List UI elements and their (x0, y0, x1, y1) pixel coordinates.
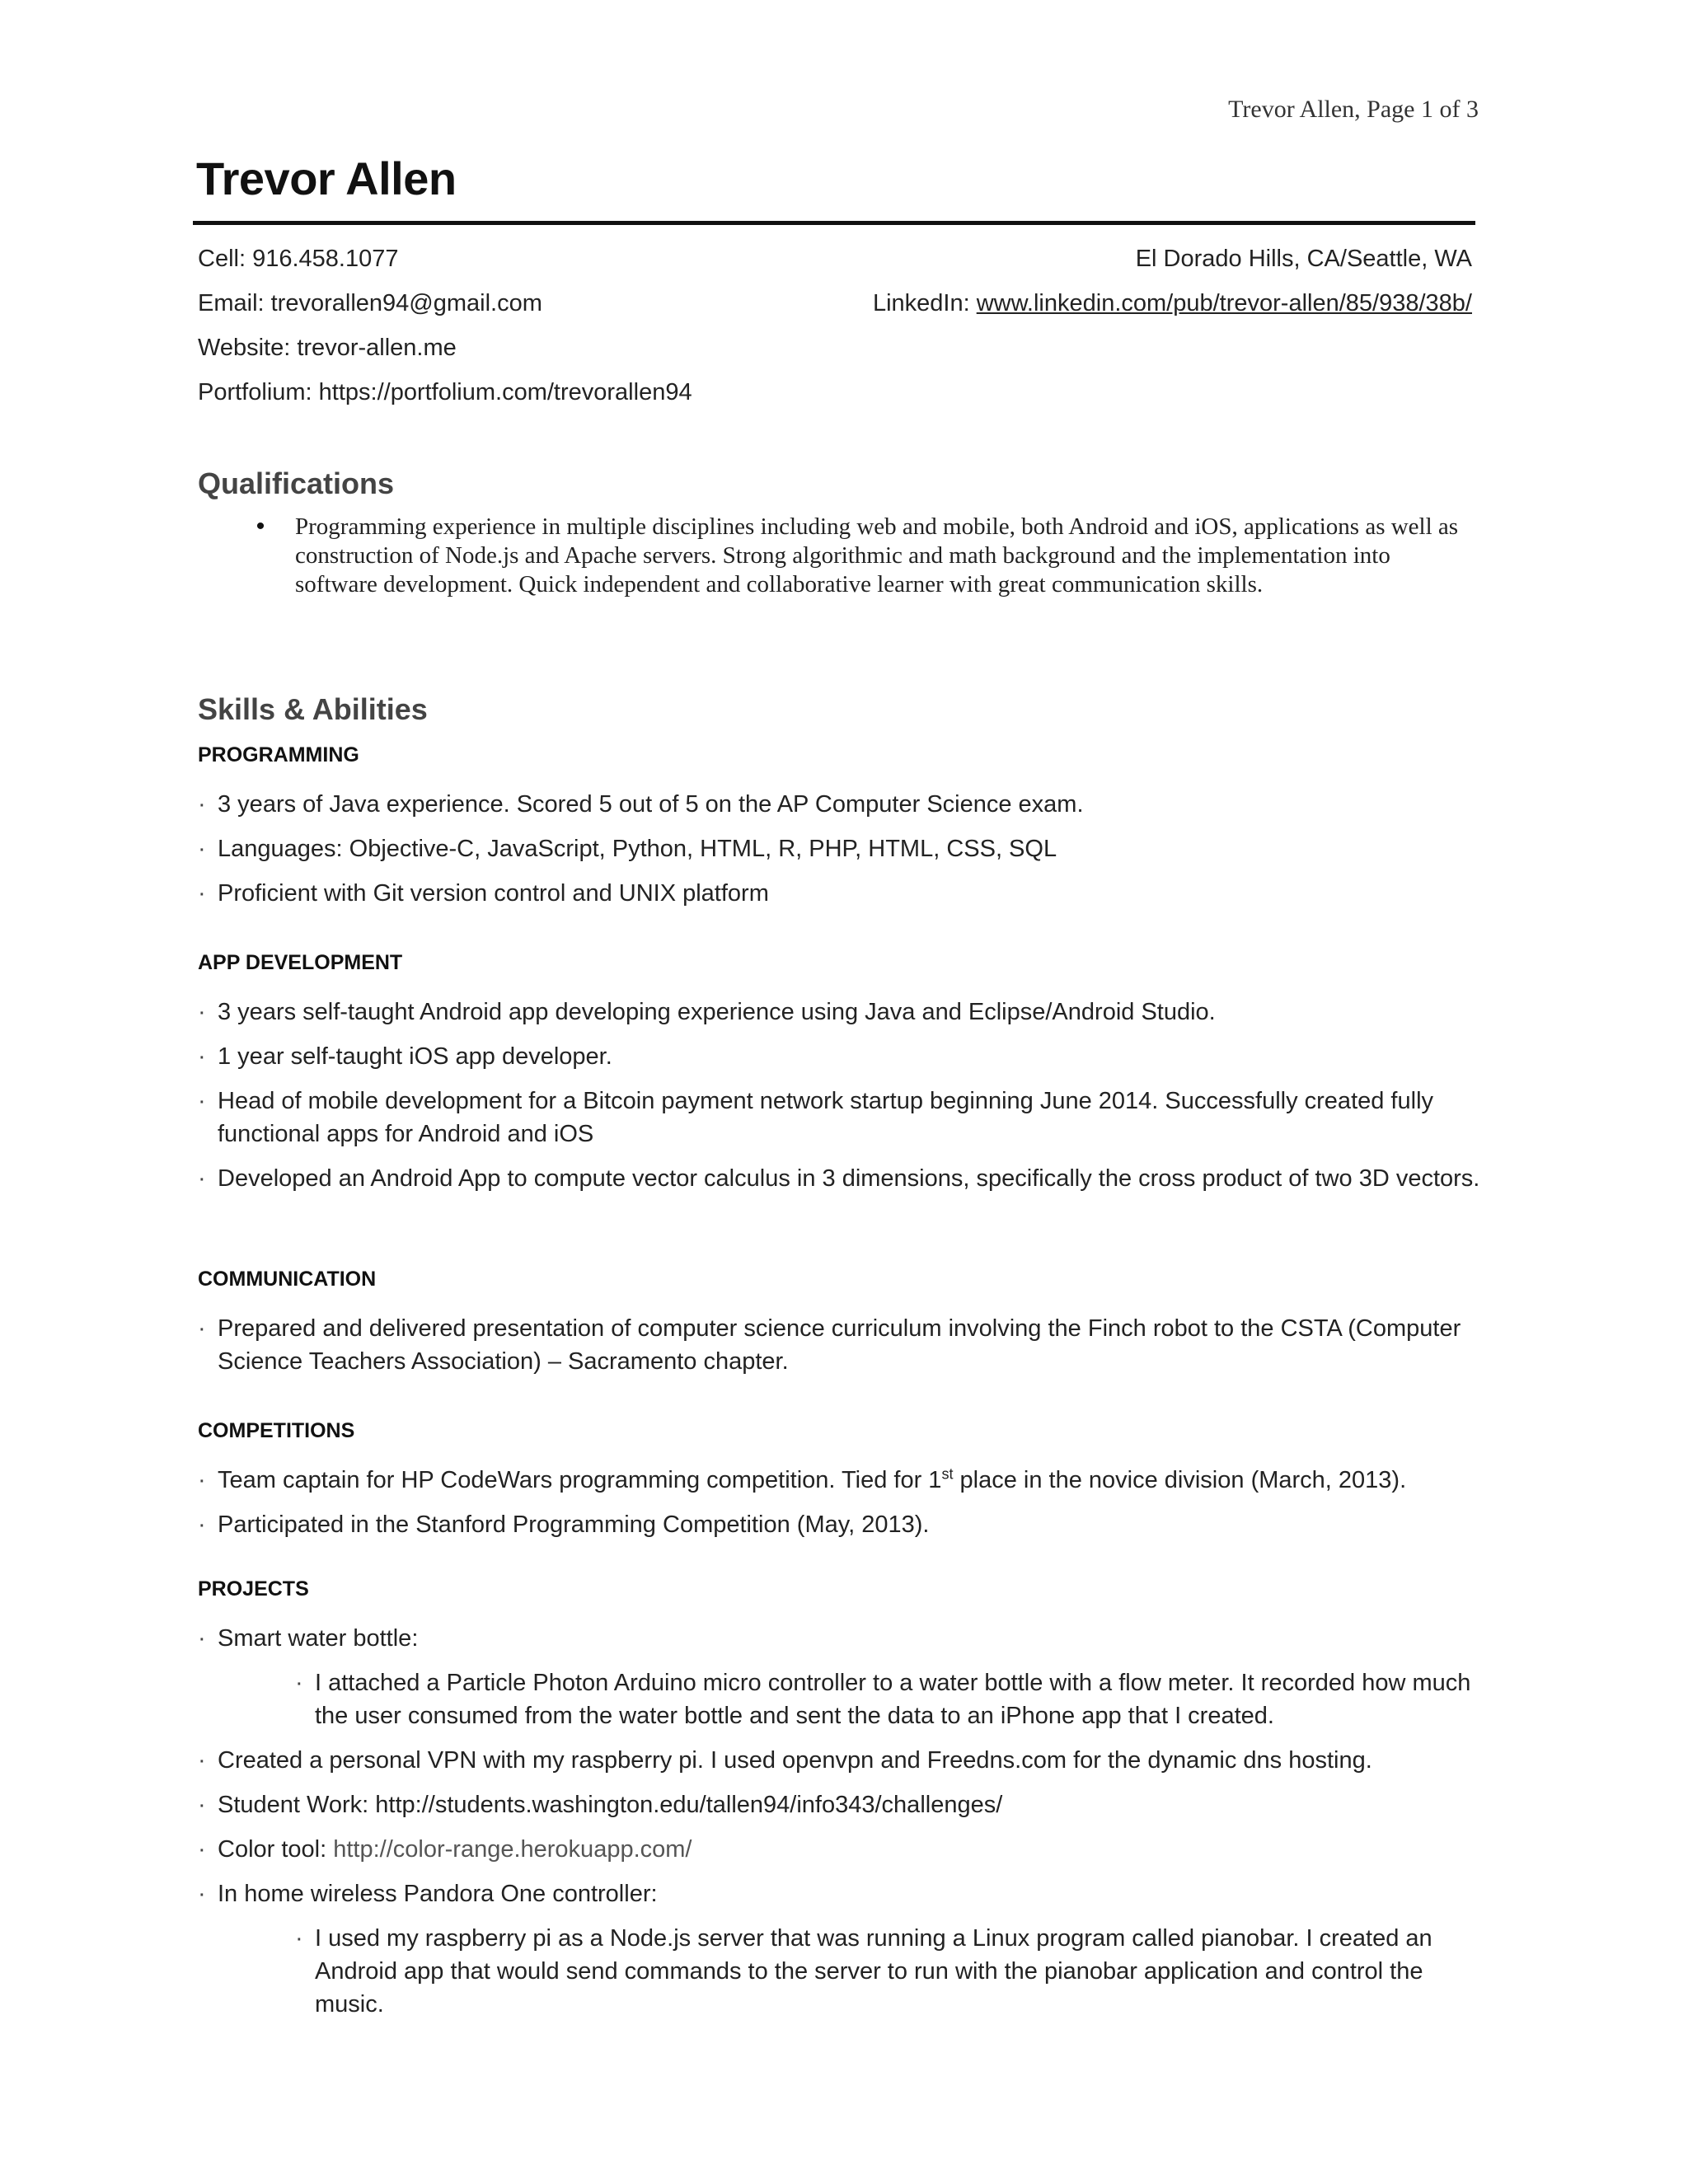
competitions-list (198, 1464, 1484, 1553)
color-tool-link[interactable]: http://color-range.herokuapp.com/ (333, 1836, 692, 1863)
page-label: Trevor Allen, Page 1 of 3 (1228, 96, 1479, 123)
location: El Dorado Hills, CA/Seattle, WA (1135, 246, 1472, 272)
list-item: · Head of mobile development for a Bitcoin payment network startup beginning June 2014. Successfully created fully functional apps for Android and iOS (198, 1085, 1484, 1151)
bullet-icon: · (198, 1836, 206, 1863)
communication-title: COMMUNICATION (198, 1268, 377, 1291)
list-item: · Prepared and delivered presentation of computer science curriculum involving the Finch robot to the CSTA (Computer Science Teachers Association) – Sacramento chapter. (198, 1312, 1484, 1378)
bullet-icon: · (295, 1925, 303, 1952)
list-item (198, 513, 1459, 599)
list-item: · Languages: Objective-C, JavaScript, Python, HTML, R, PHP, HTML, CSS, SQL (198, 832, 1484, 865)
bullet-icon: · (198, 1467, 206, 1493)
contact-row-3 (198, 335, 1472, 362)
cell-phone: Cell: 916.458.1077 (198, 246, 399, 272)
app-development-title: APP DEVELOPMENT (198, 951, 403, 974)
list-item: · I attached a Particle Photon Arduino micro controller to a water bottle with a flow meter. It recorded how much the user consumed from the water bottle and sent the data to an iPhone app that I created. (198, 1666, 1484, 1732)
qualification-text: Programming experience in multiple disciplines including web and mobile, both Android and iOS, applications as well as construction of Node.js and Apache servers. Strong algorithmic and math background and the implementation into software development. Quick independent and collaborative learner with great communication skills. (295, 513, 1459, 598)
projects-title: PROJECTS (198, 1577, 309, 1601)
bullet-icon: · (198, 1792, 206, 1818)
list-item: · Team captain for HP CodeWars programming competition. Tied for 1st place in the novice division (March, 2013). (198, 1464, 1484, 1497)
list-item: · Color tool: http://color-range.herokuapp.com/ (198, 1833, 1484, 1866)
list-item: · Participated in the Stanford Programming Competition (May, 2013). (198, 1508, 1484, 1541)
bullet-icon: • (256, 513, 265, 540)
header-divider (193, 221, 1475, 225)
skills-title: Skills & Abilities (198, 692, 428, 726)
list-item: · Smart water bottle: (198, 1622, 1484, 1655)
list-item: · 1 year self-taught iOS app developer. (198, 1040, 1484, 1073)
list-item: · Developed an Android App to compute vector calculus in 3 dimensions, specifically the cross product of two 3D vectors. (198, 1162, 1484, 1195)
bullet-icon: · (198, 1088, 206, 1114)
projects-list (198, 1622, 1484, 2032)
linkedin-link[interactable]: www.linkedin.com/pub/trevor-allen/85/938/38b/ (976, 290, 1472, 316)
programming-title: PROGRAMMING (198, 743, 359, 766)
bullet-icon: · (198, 1315, 206, 1342)
list-item: · 3 years of Java experience. Scored 5 out of 5 on the AP Computer Science exam. (198, 788, 1484, 821)
list-item: · Created a personal VPN with my raspberry pi. I used openvpn and Freedns.com for the dynamic dns hosting. (198, 1744, 1484, 1777)
bullet-icon: · (198, 999, 206, 1025)
bullet-icon: · (198, 1881, 206, 1907)
email: Email: trevorallen94@gmail.com (198, 290, 542, 316)
bullet-icon: · (198, 836, 206, 862)
resume-name: Trevor Allen (196, 152, 457, 204)
bullet-icon: · (198, 1747, 206, 1774)
communication-list (198, 1312, 1484, 1390)
contact-row-2 (198, 290, 1472, 317)
bullet-icon: · (198, 1511, 206, 1538)
linkedin-label: LinkedIn: (872, 290, 977, 316)
linkedin (873, 290, 1472, 317)
list-item: · I used my raspberry pi as a Node.js server that was running a Linux program called pianobar. I created an Android app that would send commands to the server to run with the pianobar application and control the music. (198, 1922, 1484, 2021)
list-item: · 3 years self-taught Android app developing experience using Java and Eclipse/Android Studio. (198, 996, 1484, 1029)
competitions-title: COMPETITIONS (198, 1419, 355, 1442)
contact-row-1 (198, 246, 1472, 273)
bullet-icon: · (198, 880, 206, 907)
contact-row-4 (198, 379, 1472, 406)
qualifications-list (198, 513, 1459, 599)
list-item: · In home wireless Pandora One controller: (198, 1877, 1484, 1910)
bullet-icon: · (198, 791, 206, 818)
website: Website: trevor-allen.me (198, 335, 457, 361)
app-development-list (198, 996, 1484, 1207)
portfolium: Portfolium: https://portfolium.com/trevorallen94 (198, 379, 692, 405)
qualifications-title: Qualifications (198, 466, 395, 500)
bullet-icon: · (295, 1670, 303, 1696)
bullet-icon: · (198, 1043, 206, 1070)
bullet-icon: · (198, 1625, 206, 1652)
list-item: · Student Work: http://students.washington.edu/tallen94/info343/challenges/ (198, 1788, 1484, 1821)
list-item: · Proficient with Git version control and UNIX platform (198, 877, 1484, 910)
programming-list (198, 788, 1484, 921)
bullet-icon: · (198, 1165, 206, 1192)
